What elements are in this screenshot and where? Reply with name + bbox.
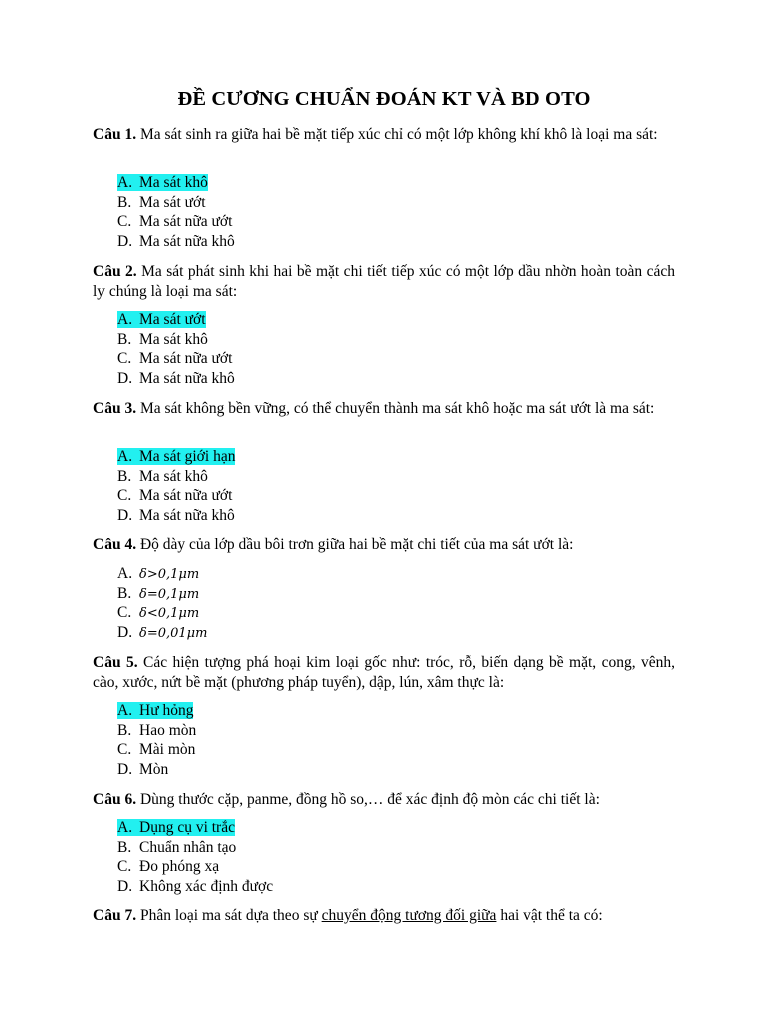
option-a[interactable]: A. Ma sát khô [117, 174, 208, 191]
question-5 [93, 653, 675, 693]
question-number: Câu 7. [93, 907, 137, 924]
option-d[interactable]: D. Ma sát nữa khô [117, 233, 235, 251]
underlined-phrase: chuyển động tương đối giữa [321, 907, 497, 924]
option-b[interactable]: B. Ma sát ướt [117, 193, 206, 211]
options-2 [117, 310, 235, 389]
option-a[interactable]: A. Hư hỏng [117, 702, 194, 719]
question-text: Các hiện tượng phá hoại kim loại gốc như: tróc, rỗ, biến dạng bề mặt, cong, vênh, cào, xước, nứt bề mặt (phương pháp tuyển), dập, lún, xâm thực là: [93, 654, 675, 691]
option-b[interactable]: B. Ma sát khô [117, 330, 208, 348]
option-c[interactable]: C. Ma sát nữa ướt [117, 213, 233, 231]
question-number: Câu 1. [93, 126, 137, 143]
formula: δ=0,1μm [139, 586, 200, 602]
question-number: Câu 2. [93, 263, 137, 280]
formula: δ=0,01μm [139, 626, 208, 642]
option-a[interactable]: A. Ma sát ướt [117, 311, 206, 328]
question-text: Độ dày của lớp dầu bôi trơn giữa hai bề mặt chi tiết của ma sát ướt là: [136, 536, 574, 553]
option-c[interactable]: C. Ma sát nữa ướt [117, 487, 233, 505]
options-1 [117, 173, 235, 252]
option-a[interactable]: A. Dụng cụ vi trắc [117, 819, 235, 836]
option-c[interactable]: C. Mài mòn [117, 741, 196, 759]
question-number: Câu 4. [93, 536, 137, 553]
option-d[interactable]: D. Mòn [117, 761, 169, 779]
option-c[interactable]: C. Ma sát nữa ướt [117, 350, 233, 368]
page-title: ĐỀ CƯƠNG CHUẨN ĐOÁN KT VÀ BD OTO [177, 88, 591, 110]
question-text: Ma sát sinh ra giữa hai bề mặt tiếp xúc chỉ có một lớp không khí khô là loại ma sát: [136, 126, 658, 143]
question-text: Ma sát không bền vững, có thể chuyển thành ma sát khô hoặc ma sát ướt là ma sát: [136, 400, 655, 417]
formula: δ<0,1μm [139, 606, 200, 622]
question-2 [93, 262, 675, 302]
question-text: Ma sát phát sinh khi hai bề mặt chi tiết tiếp xúc có một lớp dầu nhờn hoàn toàn cách ly chúng là loại ma sát: [93, 263, 675, 300]
option-b[interactable]: B. Chuẩn nhân tạo [117, 838, 237, 856]
question-6 [93, 790, 675, 810]
option-b[interactable]: B. δ=0,1μm [117, 584, 200, 602]
option-d[interactable]: D. Ma sát nữa khô [117, 507, 235, 525]
options-5 [117, 701, 196, 780]
option-a[interactable]: A. Ma sát giới hạn [117, 448, 236, 465]
question-4 [93, 535, 675, 555]
options-4 [117, 564, 207, 643]
question-7: Câu 7. Phân loại ma sát dựa theo sự chuyển động tương đối giữa hai vật thể ta có: [93, 907, 603, 924]
option-d[interactable]: D. Không xác định được [117, 878, 274, 896]
option-a[interactable]: A. δ>0,1μm [117, 565, 200, 582]
option-d[interactable]: D. Ma sát nữa khô [117, 370, 235, 388]
question-number: Câu 5. [93, 654, 138, 671]
options-6 [117, 818, 273, 897]
options-3 [117, 447, 235, 526]
question-1 [93, 125, 675, 145]
formula: δ>0,1μm [139, 567, 200, 582]
option-c[interactable]: C. Đo phóng xạ [117, 858, 220, 876]
question-3 [93, 399, 675, 419]
question-text: Dùng thước cặp, panme, đồng hồ so,… để xác định độ mòn các chi tiết là: [136, 791, 600, 808]
question-number: Câu 6. [93, 791, 137, 808]
option-b[interactable]: B. Hao mòn [117, 721, 197, 739]
option-d[interactable]: D. δ=0,01μm [117, 624, 208, 642]
option-c[interactable]: C. δ<0,1μm [117, 604, 200, 622]
question-number: Câu 3. [93, 400, 137, 417]
option-b[interactable]: B. Ma sát khô [117, 467, 208, 485]
